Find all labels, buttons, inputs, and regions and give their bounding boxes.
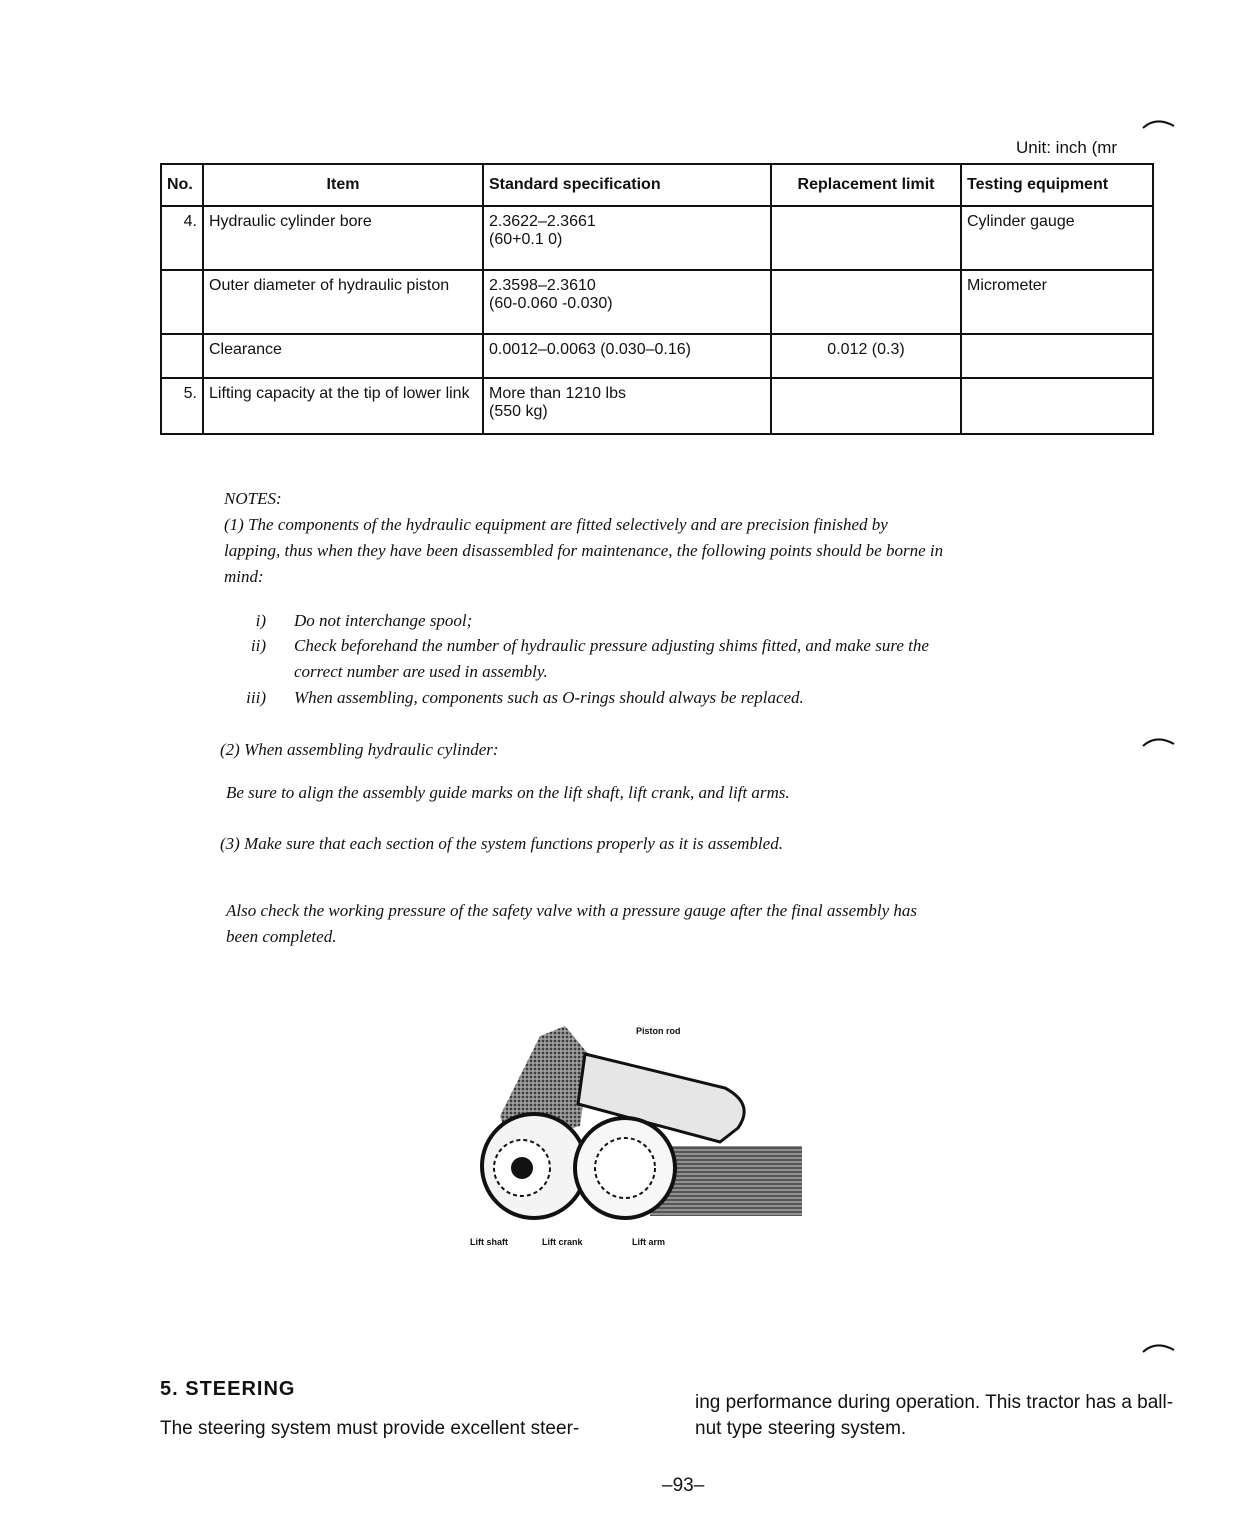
sub-item-text: Check beforehand the number of hydraulic pressure adjusting shims fitted, and make sure the correct number are used in assembly. (294, 636, 929, 681)
table-row (161, 270, 1153, 334)
row-no (161, 270, 203, 334)
row-item: Clearance (203, 334, 483, 378)
row-no: 5. (161, 378, 203, 434)
margin-mark (1142, 1342, 1176, 1354)
row-testing (961, 334, 1153, 378)
row-standard (483, 270, 771, 334)
section-title: 5. STEERING (160, 1378, 296, 1400)
row-item: Lifting capacity at the tip of lower link (203, 378, 483, 434)
std-line1: 2.3622–2.3661 (489, 213, 596, 230)
row-item: Outer diameter of hydraulic piston (203, 270, 483, 334)
sub-item-text: When assembling, components such as O-rings should always be replaced. (294, 688, 804, 707)
table-row (161, 334, 1153, 378)
std-line1: More than 1210 lbs (489, 385, 626, 402)
label-piston-rod: Piston rod (636, 1026, 681, 1036)
lift-mechanism-illustration (470, 1016, 810, 1256)
table-header-row (161, 164, 1153, 206)
row-item: Hydraulic cylinder bore (203, 206, 483, 270)
row-replacement (771, 378, 961, 434)
section-text-col1: The steering system must provide excellent steer- (160, 1418, 580, 1439)
std-line2: (550 kg) (489, 403, 548, 420)
header-item: Item (203, 164, 483, 206)
lift-mechanism-figure (470, 1016, 810, 1256)
note-1: (1) The components of the hydraulic equipment are fitted selectively and are precision finished by lapping, thus when they have been disassembled for maintenance, the following points should be borne in mind: (224, 515, 944, 586)
header-testing: Testing equipment (961, 164, 1153, 206)
row-testing: Cylinder gauge (961, 206, 1153, 270)
row-standard (483, 378, 771, 434)
std-line1: 0.0012–0.0063 (0.030–0.16) (489, 341, 691, 358)
lift-shaft-hole (511, 1157, 533, 1179)
also-note: Also check the working pressure of the safety valve with a pressure gauge after the final assembly has been completed. (226, 901, 918, 946)
sub-item-num: ii) (250, 636, 266, 655)
table-row (161, 206, 1153, 270)
header-replacement: Replacement limit (771, 164, 961, 206)
note-2: (2) When assembling hydraulic cylinder: (220, 740, 499, 759)
std-line2: (60+0.1 0) (489, 231, 563, 248)
margin-mark (1142, 736, 1176, 748)
row-testing: Micrometer (961, 270, 1153, 334)
unit-label: Unit: inch (mr (1016, 138, 1118, 157)
header-standard: Standard specification (483, 164, 771, 206)
notes-block (224, 486, 944, 590)
header-no: No. (161, 164, 203, 206)
std-line2: (60-0.060 -0.030) (489, 295, 613, 312)
sub-item-num: i) (255, 611, 266, 630)
std-line1: 2.3598–2.3610 (489, 277, 596, 294)
section-text-col2: ing performance during operation. This tractor has a ball-nut type steering system. (695, 1392, 1174, 1439)
table-row (161, 378, 1153, 434)
page-number: –93– (662, 1475, 705, 1496)
note-2-body: Be sure to align the assembly guide marks on the lift shaft, lift crank, and lift arms. (226, 783, 790, 802)
row-standard (483, 206, 771, 270)
label-lift-shaft: Lift shaft (470, 1237, 508, 1247)
margin-mark (1142, 118, 1176, 130)
label-lift-crank: Lift crank (542, 1237, 583, 1247)
row-testing (961, 378, 1153, 434)
lift-crank-spline (595, 1138, 655, 1198)
label-lift-arm: Lift arm (632, 1237, 666, 1247)
specification-table (160, 163, 1154, 435)
row-replacement (771, 270, 961, 334)
sub-item-text: Do not interchange spool; (294, 611, 473, 630)
notes-heading: NOTES: (224, 489, 282, 508)
sub-item-num: iii) (246, 688, 266, 707)
row-no: 4. (161, 206, 203, 270)
row-replacement: 0.012 (0.3) (771, 334, 961, 378)
note-3: (3) Make sure that each section of the system functions properly as it is assembled. (220, 834, 783, 853)
row-standard (483, 334, 771, 378)
row-no (161, 334, 203, 378)
row-replacement (771, 206, 961, 270)
